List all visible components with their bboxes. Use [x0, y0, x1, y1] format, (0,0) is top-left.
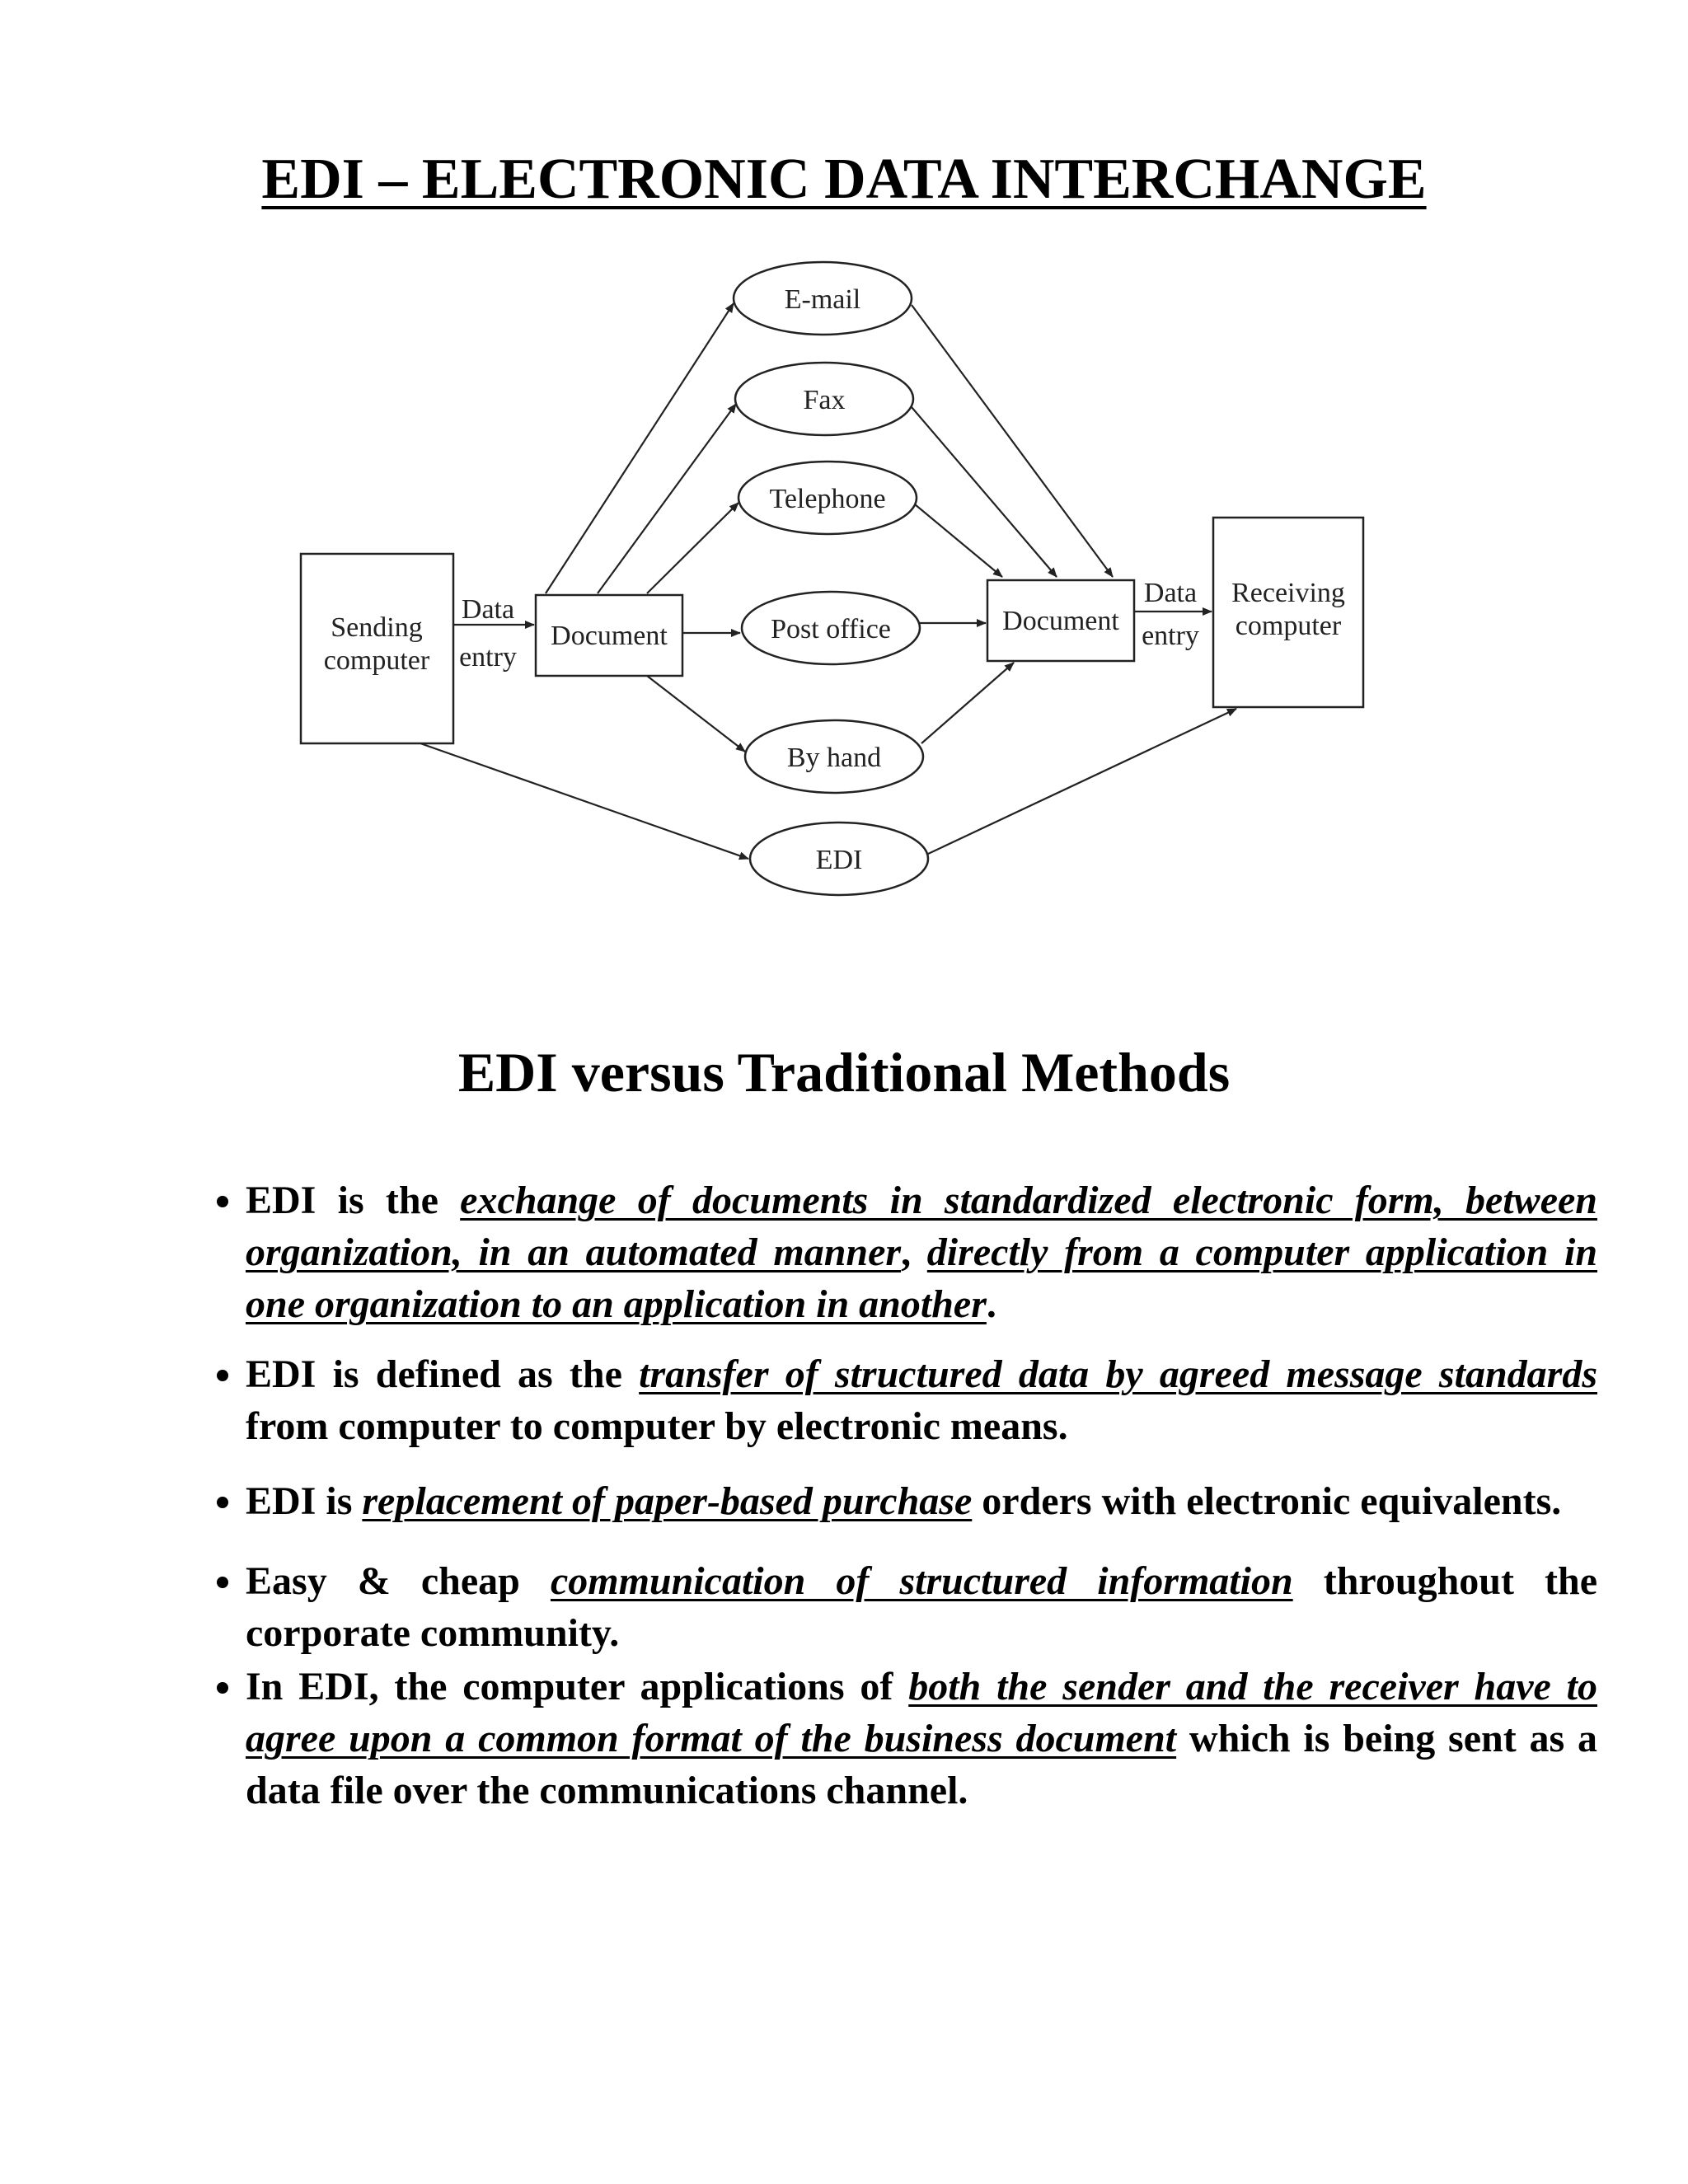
arrow-document-to-by-hand: [647, 676, 745, 752]
arrow-by-hand-to-document: [921, 663, 1014, 743]
data-entry-right-label-1: Data: [1143, 578, 1198, 608]
data-entry-left-label-2: entry: [459, 642, 517, 673]
data-entry-left-label-1: Data: [461, 594, 515, 625]
email-label: E-mail: [784, 284, 861, 315]
arrow-document-to-fax: [598, 404, 736, 593]
document-right-label: Document: [1002, 606, 1119, 636]
arrow-edi-to-receiving: [928, 709, 1236, 854]
edi-label: EDI: [815, 845, 863, 875]
list-item: • EDI is replacement of paper-based purchase orders with electronic equivalents.: [246, 1475, 1597, 1527]
arrow-document-to-email: [546, 303, 734, 593]
receiving-computer-label-1: Receiving: [1231, 578, 1345, 608]
telephone-label: Telephone: [769, 484, 886, 514]
list-item: • EDI is defined as the transfer of structured data by agreed message standards from computer to computer by electronic means.: [246, 1348, 1597, 1452]
post-office-label: Post office: [771, 614, 891, 644]
edi-flow-diagram: [280, 239, 1418, 948]
list-item: • EDI is the exchange of documents in standardized electronic form, between organization, in an automated manner, directly from a computer application in one organization to an application in another.: [246, 1174, 1597, 1330]
section-heading: EDI versus Traditional Methods: [457, 1041, 1231, 1104]
arrow-fax-to-document: [912, 407, 1057, 577]
by-hand-label: By hand: [786, 743, 882, 773]
arrow-sending-to-edi: [420, 743, 748, 859]
bullet-list: [190, 1174, 1597, 1816]
document-left-label: Document: [551, 621, 668, 651]
receiving-computer-label-2: computer: [1235, 611, 1342, 641]
sending-computer-label-2: computer: [323, 645, 430, 676]
arrow-document-to-telephone: [647, 503, 738, 593]
list-item: • In EDI, the computer applications of both the sender and the receiver have to agree upon a common format of the business document which is being sent as a data file over the communications channel.: [246, 1661, 1597, 1816]
sending-computer-label-1: Sending: [331, 612, 423, 643]
data-entry-right-label-2: entry: [1142, 621, 1199, 651]
arrow-email-to-document: [912, 305, 1113, 577]
page-title: EDI – ELECTRONIC DATA INTERCHANGE: [261, 148, 1427, 211]
arrow-telephone-to-document: [915, 504, 1002, 577]
fax-label: Fax: [803, 385, 846, 415]
list-item: • Easy & cheap communication of structured information throughout the corporate community.: [246, 1555, 1597, 1659]
